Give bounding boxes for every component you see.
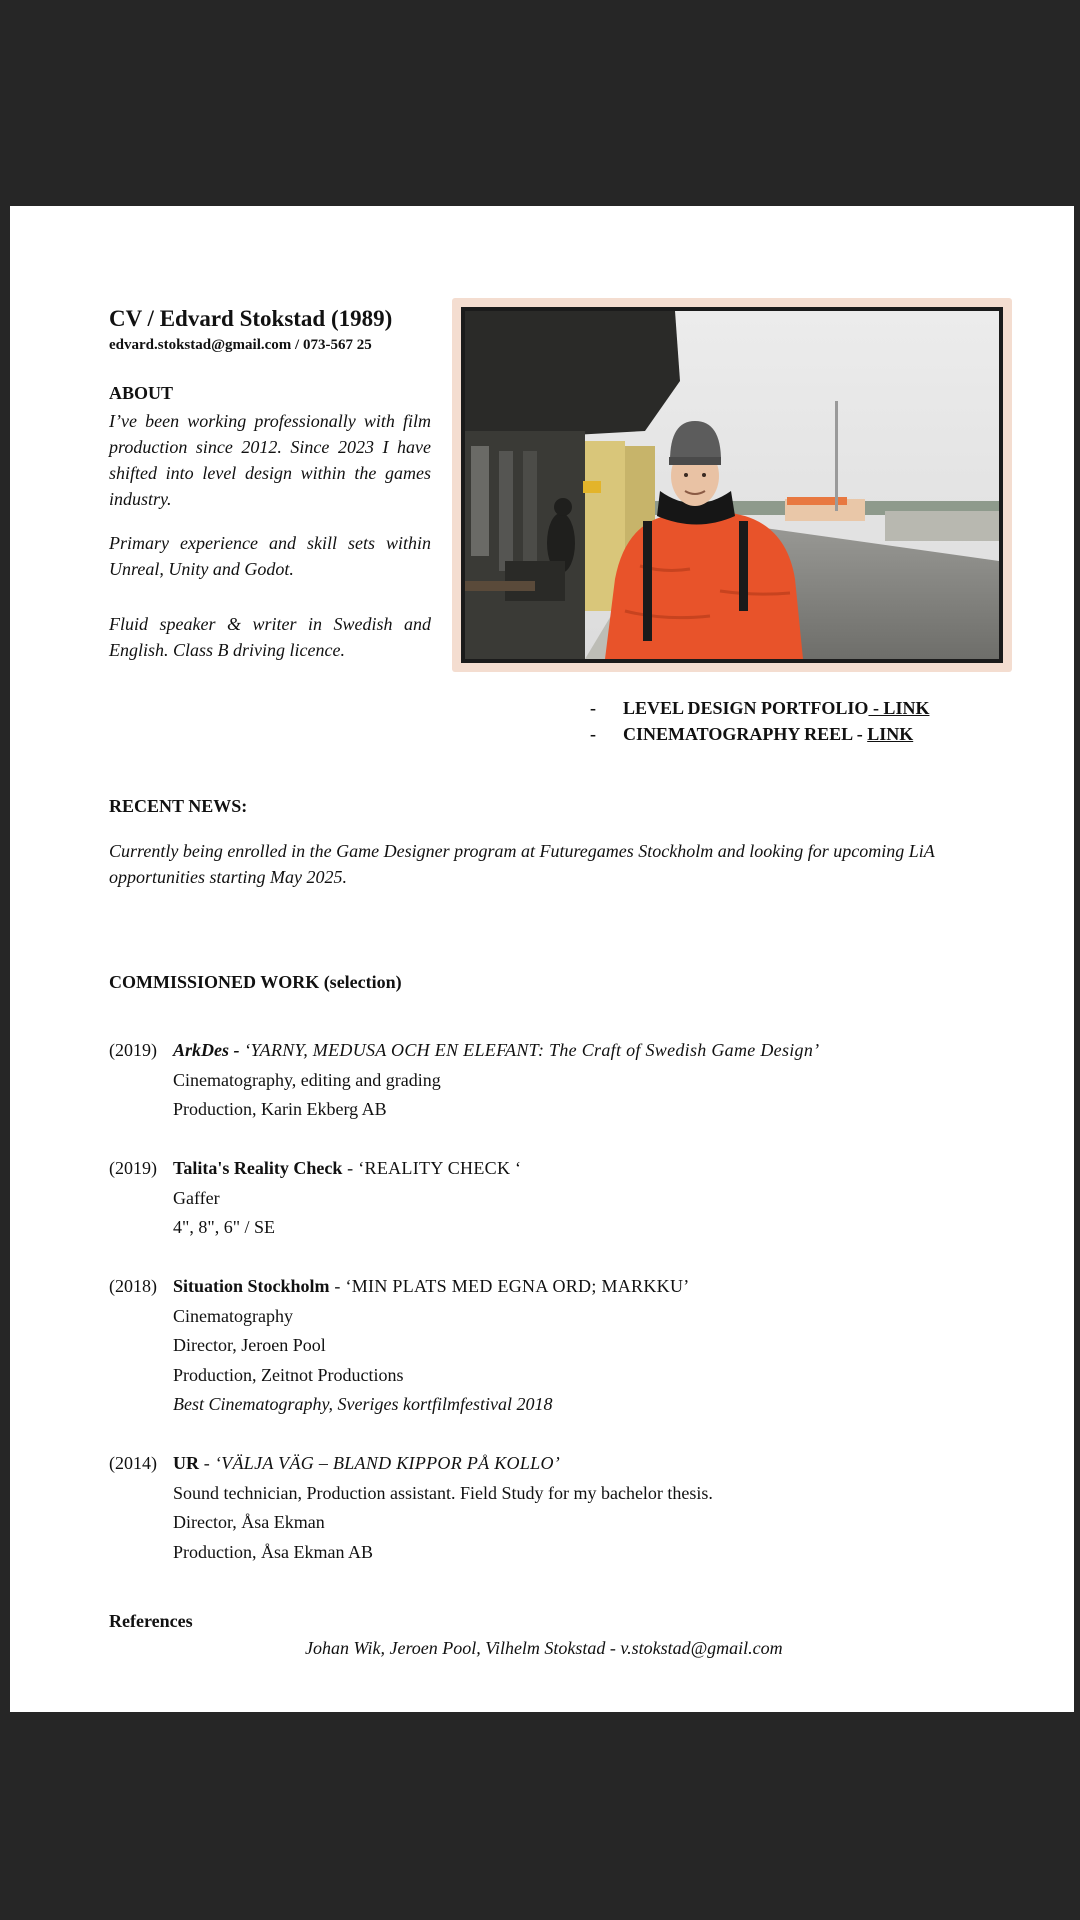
references-text: Johan Wik, Jeroen Pool, Vilhelm Stokstad - v.stokstad@gmail.com — [305, 1638, 783, 1658]
entry-project: - ‘VÄLJA VÄG – BLAND KIPPOR PÅ KOLLO’ — [199, 1453, 561, 1473]
portrait-photo — [452, 298, 1012, 672]
links-list — [590, 698, 929, 750]
about-paragraph-skills: Primary experience and skill sets within Unreal, Unity and Godot. — [109, 533, 431, 579]
about-paragraph-work: I’ve been working professionally with film production since 2012. Since 2023 I have shifted into level design within the games industry. — [109, 411, 431, 509]
cv-title: CV / Edvard Stokstad (1989) — [109, 306, 393, 331]
about-heading: ABOUT — [109, 383, 174, 403]
entry-year: (2014) — [109, 1453, 157, 1473]
bullet: - — [590, 698, 596, 718]
entry-year: (2019) — [109, 1158, 157, 1178]
work-entry — [109, 1449, 1009, 1567]
entry-line: Cinematography, editing and grading — [173, 1069, 441, 1090]
work-entry — [109, 1154, 1009, 1243]
commissioned-heading: COMMISSIONED WORK (selection) — [109, 972, 402, 992]
references-heading: References — [109, 1611, 193, 1631]
entry-line: Production, Zeitnot Productions — [173, 1364, 404, 1385]
entry-line: Director, Åsa Ekman — [173, 1512, 325, 1532]
entry-project: - ‘MIN PLATS MED EGNA ORD; MARKKU’ — [329, 1276, 690, 1296]
entry-line: Production, Åsa Ekman AB — [173, 1541, 373, 1562]
entry-line: 4", 8", 6" / SE — [173, 1217, 276, 1237]
news-heading: RECENT NEWS: — [109, 796, 248, 816]
portrait-image — [465, 311, 999, 659]
entry-line: Cinematography — [173, 1305, 293, 1326]
portfolio-label: LEVEL DESIGN PORTFOLIO — [623, 698, 869, 718]
cv-page — [10, 206, 1074, 1712]
link-item-portfolio — [590, 698, 929, 724]
entry-year: (2019) — [109, 1040, 157, 1060]
about-paragraph-languages: Fluid speaker & writer in Swedish and English. Class B driving licence. — [109, 614, 431, 660]
entry-year: (2018) — [109, 1276, 157, 1296]
entry-award: Best Cinematography, Sveriges kortfilmfestival 2018 — [173, 1394, 553, 1414]
portfolio-link[interactable]: - LINK — [868, 698, 930, 718]
entry-client: Talita's Reality Check — [173, 1158, 343, 1178]
entry-project: ‘YARNY, MEDUSA OCH EN ELEFANT: The Craft of Swedish Game Design’ — [239, 1040, 820, 1060]
bullet: - — [590, 724, 596, 744]
reel-label: CINEMATOGRAPHY REEL - — [623, 724, 868, 744]
entry-client: Situation Stockholm — [173, 1276, 330, 1296]
work-entry — [109, 1272, 1009, 1420]
entry-line: Director, Jeroen Pool — [173, 1335, 326, 1355]
entry-line: Sound technician, Production assistant. Field Study for my bachelor thesis. — [173, 1482, 713, 1503]
link-item-reel — [590, 724, 929, 750]
contact-info: edvard.stokstad@gmail.com / 073-567 25 — [109, 337, 372, 353]
entry-client: UR — [173, 1453, 199, 1473]
entry-project: - ‘REALITY CHECK ‘ — [342, 1158, 522, 1178]
reel-link[interactable]: LINK — [867, 724, 914, 744]
entry-client: ArkDes - — [173, 1040, 240, 1060]
news-text: Currently being enrolled in the Game Designer program at Futuregames Stockholm and looking for upcoming LiA opportunities starting May 2025. — [109, 841, 935, 887]
work-entry — [109, 1036, 1009, 1125]
entry-line: Production, Karin Ekberg AB — [173, 1099, 387, 1119]
entry-line: Gaffer — [173, 1187, 220, 1208]
